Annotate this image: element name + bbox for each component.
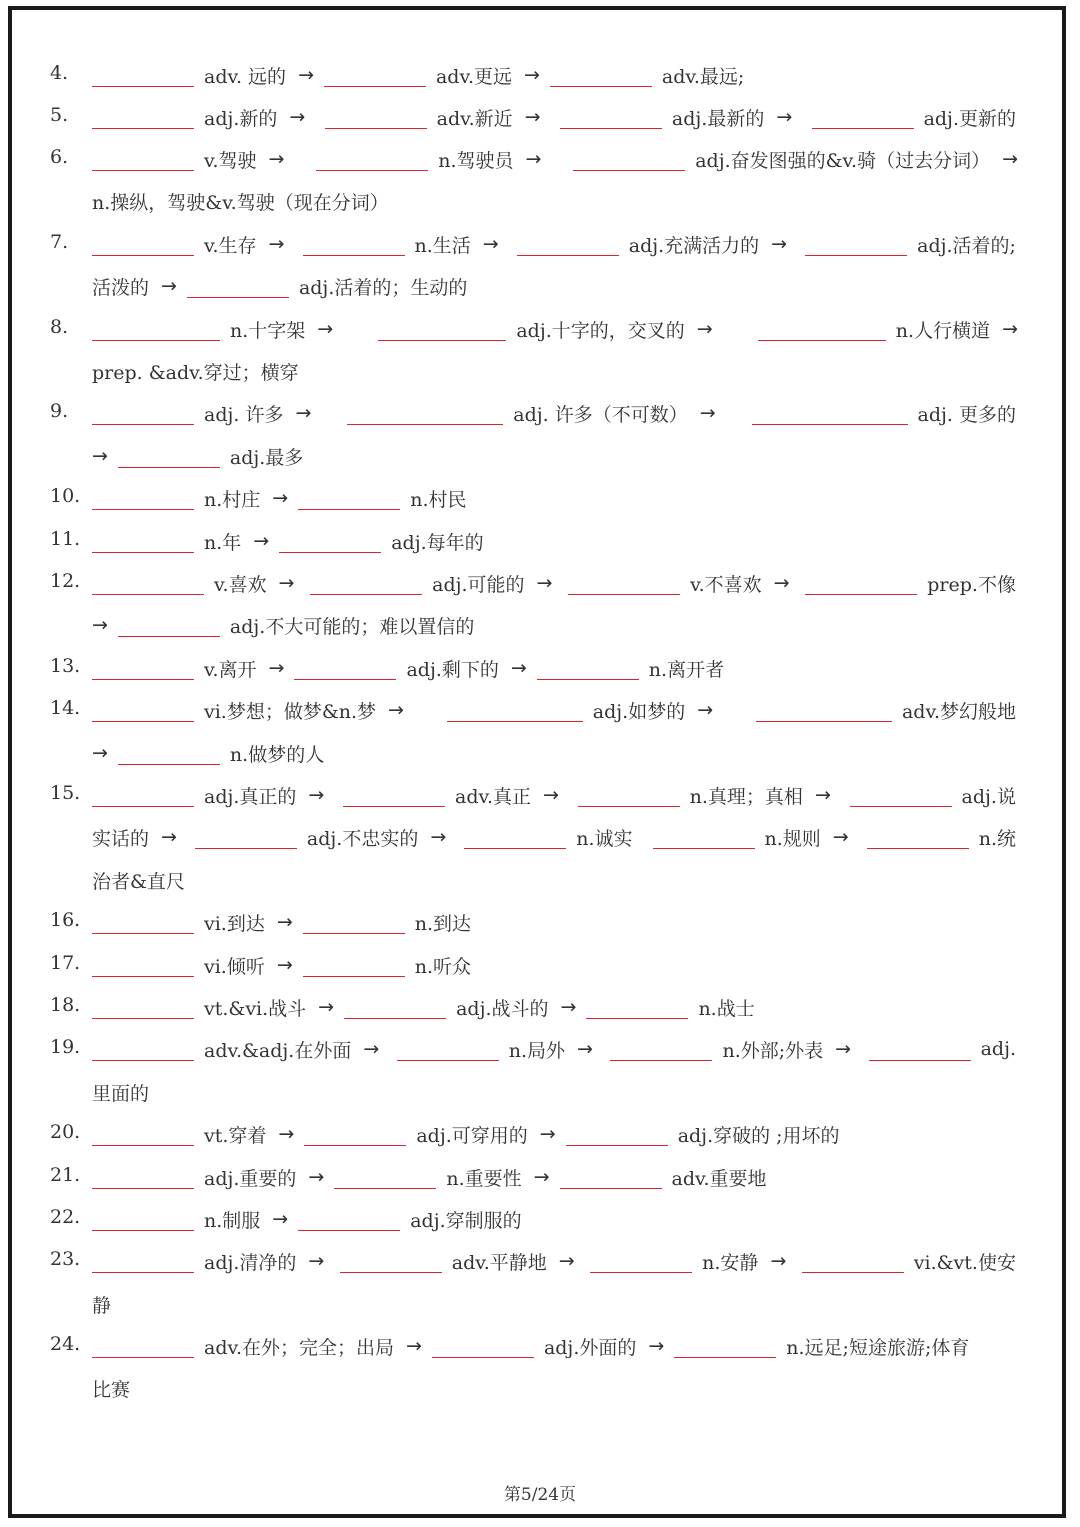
hint-label: adv.梦幻般地 [901, 700, 1016, 723]
item-number: 23. [50, 1248, 81, 1270]
arrow-icon: → [648, 1335, 665, 1357]
arrow-icon: → [1002, 318, 1018, 340]
hint-label: adj.十字的，交叉的 [516, 319, 685, 342]
answer-blank[interactable] [316, 148, 428, 171]
item-number: 11. [50, 528, 81, 550]
hint-label: 里面的 [92, 1082, 150, 1105]
hint-label: n.到达 [414, 912, 472, 935]
arrow-icon: → [560, 996, 577, 1018]
item-18 [0, 986, 1080, 1028]
item-number: 15. [50, 782, 81, 804]
arrow-icon: → [161, 275, 177, 297]
item-number: 4. [50, 62, 69, 84]
hint-label: adj. [980, 1038, 1016, 1060]
answer-blank[interactable] [118, 614, 220, 637]
item-7-continued [0, 265, 1080, 307]
answer-blank[interactable] [378, 318, 506, 341]
answer-blank[interactable] [92, 572, 204, 595]
arrow-icon: → [272, 1208, 289, 1230]
answer-blank[interactable] [92, 318, 220, 341]
arrow-icon: → [835, 1038, 852, 1060]
answer-blank[interactable] [195, 826, 297, 849]
answer-blank[interactable] [92, 1250, 194, 1273]
hint-label: vt.&vi.战斗 [204, 997, 307, 1020]
hint-label: adj.外面的 [543, 1336, 637, 1359]
answer-blank[interactable] [869, 1038, 971, 1061]
arrow-icon: → [558, 1250, 575, 1272]
answer-blank[interactable] [118, 742, 220, 765]
hint-label: 静 [92, 1294, 112, 1317]
item-15-continued [0, 816, 1080, 858]
hint-label: v.离开 [204, 658, 257, 681]
item-6 [0, 138, 1080, 180]
hint-label: n.重要性 [446, 1167, 522, 1190]
hint-label: adj.活着的; [917, 234, 1016, 257]
hint-label: adj.奋发图强的&v.骑（过去分词） [695, 149, 991, 172]
arrow-icon: → [525, 148, 542, 170]
hint-label: n.远足;短途旅游;体育 [786, 1336, 970, 1359]
item-17 [0, 944, 1080, 986]
answer-blank[interactable] [92, 530, 194, 553]
page-number: 第5/24页 [503, 1485, 577, 1505]
hint-label: adj.真正的 [204, 785, 297, 808]
hint-label: adv.新近 [436, 107, 513, 130]
arrow-icon: → [524, 64, 540, 86]
arrow-icon: → [699, 402, 716, 424]
answer-blank[interactable] [294, 657, 396, 680]
answer-blank[interactable] [674, 1335, 776, 1358]
item-number: 18. [50, 994, 81, 1016]
answer-blank[interactable] [464, 826, 566, 849]
answer-blank[interactable] [92, 954, 194, 977]
hint-label: adj.剩下的 [406, 658, 499, 681]
arrow-icon: → [268, 657, 285, 679]
hint-label: n.战士 [698, 997, 755, 1020]
item-10 [0, 477, 1080, 519]
arrow-icon: → [388, 699, 404, 721]
item-24-continued [0, 1367, 1080, 1409]
hint-label: n.外部;外表 [722, 1039, 824, 1062]
item-number: 5. [50, 104, 69, 126]
hint-label: n.规则 [764, 827, 821, 850]
arrow-icon: → [814, 784, 831, 806]
answer-blank[interactable] [578, 784, 680, 807]
answer-blank[interactable] [303, 911, 405, 934]
hint-label: n.真理；真相 [689, 785, 803, 808]
arrow-icon: → [770, 1250, 787, 1272]
hint-label: n.操纵，驾驶&v.驾驶（现在分词） [92, 191, 389, 214]
arrow-icon: → [773, 572, 790, 594]
answer-blank[interactable] [92, 1166, 194, 1189]
hint-label: adj.清净的 [204, 1251, 297, 1274]
arrow-icon: → [308, 1250, 325, 1272]
hint-label: vi.&vt.使安 [913, 1251, 1016, 1274]
answer-blank[interactable] [92, 64, 194, 87]
item-22 [0, 1198, 1080, 1240]
arrow-icon: → [430, 826, 447, 848]
item-6-continued [0, 180, 1080, 222]
answer-blank[interactable] [187, 275, 289, 298]
hint-label: n.村庄 [204, 488, 261, 511]
item-number: 13. [50, 655, 81, 677]
arrow-icon: → [278, 1123, 295, 1145]
hint-label: adj.不忠实的 [306, 827, 419, 850]
item-5 [0, 96, 1080, 138]
item-number: 22. [50, 1206, 81, 1228]
item-number: 10. [50, 485, 81, 507]
arrow-icon: → [363, 1038, 380, 1060]
hint-label: vi.梦想；做梦&n.梦 [204, 700, 377, 723]
answer-blank[interactable] [92, 657, 194, 680]
item-13 [0, 647, 1080, 689]
hint-label: n.离开者 [648, 658, 725, 681]
answer-blank[interactable] [573, 148, 685, 171]
answer-blank[interactable] [566, 1123, 668, 1146]
hint-label: prep. &adv.穿过；横穿 [92, 361, 299, 384]
arrow-icon: → [295, 402, 312, 424]
item-number: 14. [50, 697, 81, 719]
arrow-icon: → [482, 233, 499, 255]
hint-label: 实话的 [92, 827, 150, 850]
hint-label: adj.穿制服的 [410, 1209, 522, 1232]
answer-blank[interactable] [92, 233, 194, 256]
item-11 [0, 520, 1080, 562]
hint-label: adv.真正 [455, 785, 532, 808]
arrow-icon: → [317, 318, 334, 340]
item-number: 16. [50, 909, 81, 931]
hint-label: n.人行横道 [895, 319, 991, 342]
hint-label: adj.更新的 [923, 107, 1016, 130]
arrow-icon: → [161, 826, 177, 848]
answer-blank[interactable] [867, 826, 969, 849]
item-number: 24. [50, 1333, 81, 1355]
answer-blank[interactable] [92, 148, 194, 171]
item-15 [0, 774, 1080, 816]
item-21 [0, 1156, 1080, 1198]
item-number: 6. [50, 146, 69, 168]
answer-blank[interactable] [586, 996, 688, 1019]
hint-label: 比赛 [92, 1378, 131, 1401]
answer-blank[interactable] [298, 487, 400, 510]
hint-label: n.安静 [702, 1251, 759, 1274]
hint-label: adj. 许多 [204, 403, 284, 426]
hint-label: n.听众 [414, 955, 472, 978]
arrow-icon: → [92, 742, 108, 764]
hint-label: adj.不大可能的；难以置信的 [229, 615, 475, 638]
answer-blank[interactable] [92, 911, 194, 934]
hint-label: vi.倾听 [204, 955, 265, 978]
answer-blank[interactable] [92, 402, 194, 425]
hint-label: n.做梦的人 [229, 743, 325, 766]
answer-blank[interactable] [343, 784, 445, 807]
arrow-icon: → [543, 784, 559, 806]
item-15-continued-2 [0, 859, 1080, 901]
hint-label: n.驾驶员 [438, 149, 514, 172]
answer-blank[interactable] [758, 318, 886, 341]
arrow-icon: → [524, 106, 541, 128]
hint-label: adj.每年的 [391, 531, 484, 554]
answer-blank[interactable] [92, 784, 194, 807]
answer-blank[interactable] [92, 1208, 194, 1231]
item-number: 8. [50, 316, 69, 338]
hint-label: v.驾驶 [204, 149, 257, 172]
arrow-icon: → [253, 530, 270, 552]
hint-label: adj.最新的 [671, 107, 765, 130]
answer-blank[interactable] [298, 1208, 400, 1231]
answer-blank[interactable] [802, 1250, 904, 1273]
arrow-icon: → [308, 1166, 325, 1188]
arrow-icon: → [268, 233, 285, 255]
answer-blank[interactable] [560, 106, 662, 129]
answer-blank[interactable] [279, 530, 381, 553]
hint-label: adv.平静地 [451, 1251, 547, 1274]
hint-label: n.统 [978, 827, 1016, 850]
hint-label: adj.重要的 [204, 1167, 297, 1190]
answer-blank[interactable] [92, 1123, 194, 1146]
answer-blank[interactable] [653, 826, 755, 849]
answer-blank[interactable] [550, 64, 652, 87]
hint-label: adj.战斗的 [456, 997, 549, 1020]
item-number: 17. [50, 952, 81, 974]
hint-label: adj.新的 [204, 107, 278, 130]
item-number: 9. [50, 400, 69, 422]
arrow-icon: → [832, 826, 849, 848]
item-24 [0, 1325, 1080, 1367]
answer-blank[interactable] [92, 1038, 194, 1061]
answer-blank[interactable] [310, 572, 422, 595]
arrow-icon: → [536, 572, 553, 594]
hint-label: v.不喜欢 [690, 573, 762, 596]
hint-label: adj.可能的 [432, 573, 525, 596]
arrow-icon: → [697, 699, 714, 721]
arrow-icon: → [289, 106, 306, 128]
item-12 [0, 562, 1080, 604]
answer-blank[interactable] [92, 1335, 194, 1358]
item-14-continued [0, 732, 1080, 774]
answer-blank[interactable] [344, 996, 446, 1019]
arrow-icon: → [771, 233, 788, 255]
item-9-continued [0, 435, 1080, 477]
answer-blank[interactable] [610, 1038, 712, 1061]
answer-blank[interactable] [334, 1166, 436, 1189]
item-4 [0, 54, 1080, 96]
hint-label: adv. 远的 [204, 65, 287, 88]
arrow-icon: → [92, 445, 108, 467]
arrow-icon: → [298, 64, 314, 86]
arrow-icon: → [696, 318, 713, 340]
arrow-icon: → [92, 614, 108, 636]
answer-blank[interactable] [517, 233, 619, 256]
item-8 [0, 308, 1080, 350]
answer-blank[interactable] [324, 64, 426, 87]
item-number: 19. [50, 1036, 81, 1058]
hint-label: adj.活着的；生动的 [298, 276, 468, 299]
answer-blank[interactable] [850, 784, 952, 807]
answer-blank[interactable] [92, 106, 194, 129]
hint-label: adv.&adj.在外面 [204, 1039, 352, 1062]
answer-blank[interactable] [805, 233, 907, 256]
hint-label: adj.最多 [229, 446, 304, 469]
hint-label: adj.说 [961, 785, 1016, 808]
arrow-icon: → [539, 1123, 556, 1145]
item-16 [0, 901, 1080, 943]
arrow-icon: → [278, 572, 295, 594]
arrow-icon: → [272, 487, 289, 509]
answer-blank[interactable] [432, 1335, 534, 1358]
arrow-icon: → [577, 1038, 593, 1060]
item-23 [0, 1240, 1080, 1282]
answer-blank[interactable] [568, 572, 680, 595]
arrow-icon: → [268, 148, 285, 170]
answer-blank[interactable] [560, 1166, 662, 1189]
answer-blank[interactable] [92, 699, 194, 722]
hint-label: prep.不像 [927, 573, 1016, 596]
answer-blank[interactable] [447, 699, 583, 722]
item-14 [0, 689, 1080, 731]
item-7 [0, 223, 1080, 265]
hint-label: n.生活 [414, 234, 471, 257]
answer-blank[interactable] [347, 402, 503, 425]
answer-blank[interactable] [537, 657, 639, 680]
answer-blank[interactable] [340, 1250, 442, 1273]
hint-label: n.局外 [508, 1039, 566, 1062]
item-number: 20. [50, 1121, 81, 1143]
arrow-icon: → [276, 954, 293, 976]
answer-blank[interactable] [304, 1123, 406, 1146]
hint-label: n.年 [204, 531, 242, 554]
item-number: 12. [50, 570, 81, 592]
answer-blank[interactable] [590, 1250, 692, 1273]
hint-label: adv.更远 [435, 65, 512, 88]
item-9 [0, 392, 1080, 434]
arrow-icon: → [1002, 148, 1018, 170]
hint-label: v.生存 [204, 234, 257, 257]
hint-label: adv.在外；完全；出局 [204, 1336, 395, 1359]
arrow-icon: → [308, 784, 325, 806]
arrow-icon: → [318, 996, 335, 1018]
hint-label: adv.重要地 [671, 1167, 767, 1190]
answer-blank[interactable] [92, 487, 194, 510]
answer-blank[interactable] [756, 699, 892, 722]
answer-blank[interactable] [397, 1038, 499, 1061]
hint-label: v.喜欢 [214, 573, 267, 596]
arrow-icon: → [406, 1335, 422, 1357]
item-8-continued [0, 350, 1080, 392]
hint-label: adj. 许多（不可数） [513, 403, 688, 426]
hint-label: n.制服 [204, 1209, 261, 1232]
item-19 [0, 1028, 1080, 1070]
arrow-icon: → [510, 657, 527, 679]
answer-blank[interactable] [118, 445, 220, 468]
item-12-continued [0, 604, 1080, 646]
hint-label: n.诚实 [576, 827, 633, 850]
answer-blank[interactable] [812, 106, 914, 129]
hint-label: adj.如梦的 [592, 700, 686, 723]
answer-blank[interactable] [303, 233, 405, 256]
answer-blank[interactable] [303, 954, 405, 977]
hint-label: 治者&直尺 [92, 870, 185, 893]
hint-label: vt.穿着 [204, 1124, 267, 1147]
hint-label: adj.充满活力的 [628, 234, 760, 257]
arrow-icon: → [533, 1166, 550, 1188]
answer-blank[interactable] [752, 402, 908, 425]
hint-label: adj. 更多的 [917, 403, 1016, 426]
arrow-icon: → [276, 911, 293, 933]
item-19-continued [0, 1071, 1080, 1113]
hint-label: vi.到达 [204, 912, 265, 935]
hint-label: 活泼的 [92, 276, 150, 299]
hint-label: adv.最远; [661, 65, 745, 88]
answer-blank[interactable] [92, 996, 194, 1019]
item-number: 7. [50, 231, 69, 253]
hint-label: n.村民 [410, 488, 467, 511]
item-number: 21. [50, 1164, 81, 1186]
item-20 [0, 1113, 1080, 1155]
answer-blank[interactable] [805, 572, 917, 595]
answer-blank[interactable] [325, 106, 427, 129]
hint-label: adj.穿破的 ;用坏的 [677, 1124, 840, 1147]
arrow-icon: → [776, 106, 793, 128]
hint-label: adj.可穿用的 [416, 1124, 528, 1147]
item-23-continued [0, 1283, 1080, 1325]
hint-label: n.十字架 [230, 319, 306, 342]
